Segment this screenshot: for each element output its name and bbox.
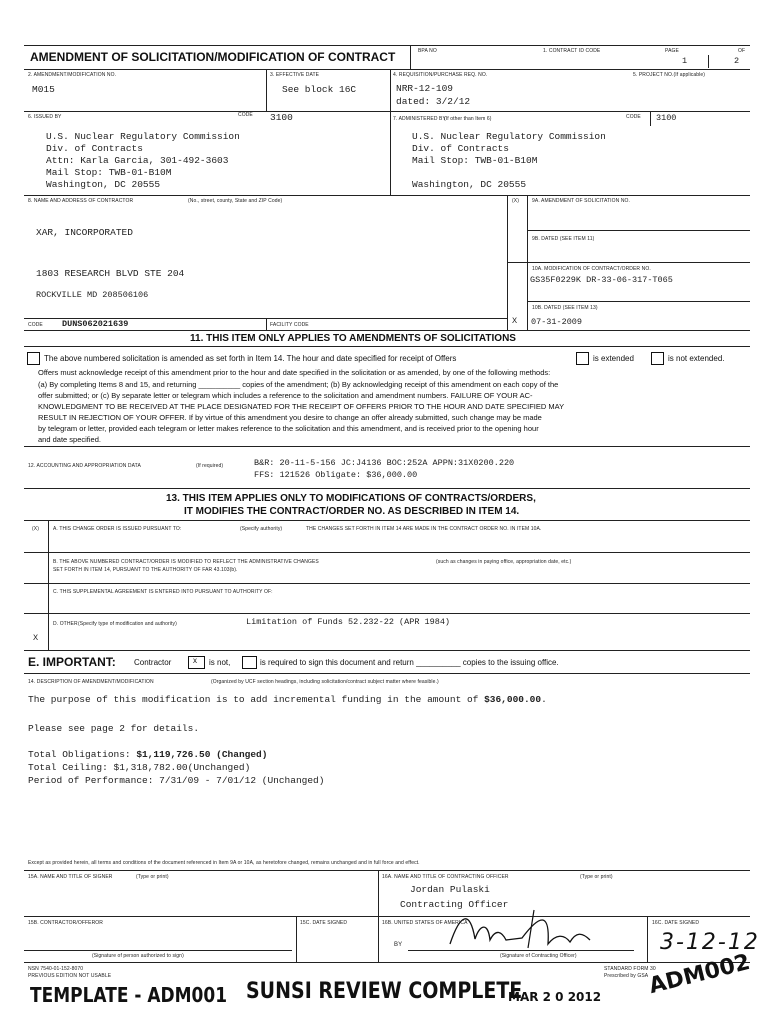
divider: [296, 916, 297, 962]
adm-stamp: ADM002: [646, 949, 753, 1000]
item11-checkbox[interactable]: [27, 352, 40, 365]
admin-line: U.S. Nuclear Regulatory Commission: [412, 131, 606, 142]
issuer-line: Mail Stop: TWB-01-B10M: [46, 167, 172, 178]
item13a-note: (Specify authority): [240, 526, 283, 532]
issuer-line: Attn: Karla Garcia, 301-492-3603: [46, 155, 229, 166]
rule: [527, 230, 750, 231]
important-label: E. IMPORTANT:: [28, 655, 116, 669]
prescribed-label: Prescribed by GSA: [604, 973, 649, 979]
item14-line3-value: $1,119,726.50 (Changed): [136, 749, 268, 760]
l15b-label: 15B. CONTRACTOR/OFFEROR: [28, 920, 103, 926]
item14-line3: [28, 749, 267, 760]
by-label: BY: [394, 942, 403, 948]
divider: [650, 111, 651, 126]
rule: [24, 330, 750, 331]
important-is-not: is not,: [209, 658, 231, 667]
rule: [527, 301, 750, 302]
rule: [24, 650, 750, 651]
is-extended-label: is extended: [593, 354, 634, 363]
contractor-label: 8. NAME AND ADDRESS OF CONTRACTOR: [28, 198, 134, 204]
item11-body: by telegram or letter, provided each telegram or letter makes reference to the solicitation and this amendment, and is received prior to the opening hour: [38, 424, 539, 433]
item11-body: (a) By completing Items 8 and 15, and returning __________ copies of the amendment; (b) By acknowledging receipt of this amendment on each copy of the: [38, 380, 559, 389]
divider: [266, 69, 267, 111]
sunsi-stamp: SUNSI REVIEW COMPLETE: [246, 978, 523, 1004]
item10-x: X: [512, 316, 518, 326]
divider: [48, 520, 49, 650]
item14-line4: Total Ceiling: $1,318,782.00(Unchanged): [28, 762, 251, 773]
is-not-mark: x: [193, 656, 197, 665]
item14-line2: Please see page 2 for details.: [28, 723, 200, 734]
date-signed-handwritten: 3-12-12: [660, 930, 760, 955]
header-divider: [410, 45, 411, 69]
l16a-label: 16A. NAME AND TITLE OF CONTRACTING OFFICER: [382, 874, 509, 880]
standard-form-label: STANDARD FORM 30: [604, 966, 656, 972]
issued-code-value: 3100: [270, 112, 293, 123]
rule: [24, 673, 750, 674]
item11-heading: 11. THIS ITEM ONLY APPLIES TO AMENDMENTS OF SOLICITATIONS: [190, 333, 516, 344]
item11-body: Offers must acknowledge receipt of this amendment prior to the hour and date specified in the solicitation or as amended, by one of the following methods:: [38, 368, 551, 377]
sig-co-label: (Signature of Contracting Officer): [500, 953, 577, 959]
date-stamp: MAR 2 0 2012: [508, 990, 602, 1004]
item11-line1: The above numbered solicitation is amended as set forth in Item 14. The hour and date specified for receipt of Offers: [44, 354, 457, 363]
is-extended-checkbox[interactable]: [576, 352, 589, 365]
item11-body: RESULT IN REJECTION OF YOUR OFFER. If by virtue of this amendment you desire to change an offer already submitted, such change may be made: [38, 413, 542, 422]
rule: [24, 69, 750, 70]
rule: [24, 552, 750, 553]
item13-heading1: 13. THIS ITEM APPLIES ONLY TO MODIFICATIONS OF CONTRACTS/ORDERS,: [166, 493, 536, 504]
item14-amount: $36,000.00: [484, 694, 542, 705]
issued-by-label: 6. ISSUED BY: [28, 114, 62, 120]
item13b-label2: SET FORTH IN ITEM 14, PURSUANT TO THE AUTHORITY OF FAR 43.103(b).: [53, 567, 238, 573]
page-label: PAGE: [665, 48, 679, 54]
rule: [24, 613, 750, 614]
administered-by-label: 7. ADMINISTERED BY: [393, 116, 446, 122]
item13a-rest: THE CHANGES SET FORTH IN ITEM 14 ARE MADE IN THE CONTRACT ORDER NO. IN ITEM 10A.: [306, 526, 542, 532]
item13d-value: Limitation of Funds 52.232-22 (APR 1984): [246, 617, 451, 627]
sig-person-label: (Signature of person authorized to sign): [92, 953, 184, 959]
is-not-extended-checkbox[interactable]: [651, 352, 664, 365]
is-not-checkbox[interactable]: [188, 656, 205, 669]
l16b-label: 16B. UNITED STATES OF AMERICA: [382, 920, 468, 926]
rule: [24, 446, 750, 447]
item10b-label: 10B. DATED (SEE ITEM 13): [532, 305, 598, 311]
l16c-label: 16C. DATE SIGNED: [652, 920, 700, 926]
important-contractor: Contractor: [134, 658, 172, 667]
co-name: Jordan Pulaski: [410, 884, 490, 895]
contractor-address2: ROCKVILLE MD 208506106: [36, 290, 149, 300]
is-required-checkbox[interactable]: [242, 656, 257, 669]
contract-id-label: 1. CONTRACT ID CODE: [543, 48, 601, 54]
item12-line2: FFS: 121526 Obligate: $36,000.00: [254, 470, 418, 480]
requisition-value: NRR-12-109: [396, 83, 454, 94]
form-title: AMENDMENT OF SOLICITATION/MODIFICATION OF CONTRACT: [30, 50, 396, 64]
l16a-note: (Type or print): [580, 874, 613, 880]
page-number: 1: [682, 56, 688, 66]
issued-code-label: CODE: [238, 112, 253, 118]
effective-date-label: 3. EFFECTIVE DATE: [270, 72, 320, 78]
divider: [390, 111, 391, 195]
page-total: 2: [734, 56, 740, 66]
co-title: Contracting Officer: [400, 899, 509, 910]
effective-date-value: See block 16C: [282, 84, 357, 95]
admin-code-value: 3100: [656, 113, 677, 123]
header-top-rule: [24, 45, 750, 46]
rule: [507, 262, 750, 263]
l15c-label: 15C. DATE SIGNED: [300, 920, 348, 926]
contractor-code-label: CODE: [28, 322, 43, 328]
of-label: OF: [738, 48, 746, 54]
contractor-name: XAR, INCORPORATED: [36, 227, 133, 238]
footer-rule: [24, 962, 750, 963]
contractor-code-value: DUNS062021639: [62, 319, 129, 329]
facility-code-label: FACILITY CODE: [270, 322, 309, 328]
item10a-value: GS35F0229K DR-33-06-317-T065: [530, 275, 673, 285]
contractor-note: (No., street, county, State and ZIP Code): [188, 198, 283, 204]
item14-note: (Organized by UCF section headings, including solicitation/contract subject matter where feasible.): [211, 679, 439, 685]
item9b-label: 9B. DATED (SEE ITEM 11): [532, 236, 595, 242]
divider: [647, 916, 648, 962]
item9a-label: 9A. AMENDMENT OF SOLICITATION NO.: [532, 198, 631, 204]
page-divider: [708, 55, 709, 68]
rule: [24, 488, 750, 489]
divider: [266, 318, 267, 330]
item11-body: KNOWLEDGMENT TO BE RECEIVED AT THE PLACE DESIGNATED FOR THE RECEIPT OF OFFERS PRIOR TO THE HOUR AND DATE SPECIFIED MAY: [38, 402, 565, 411]
project-label: 5. PROJECT NO.(If applicable): [633, 72, 705, 78]
rule: [24, 916, 750, 917]
rule: [24, 870, 750, 871]
item14-line1-end: .: [541, 694, 547, 705]
item13-heading2: IT MODIFIES THE CONTRACT/ORDER NO. AS DESCRIBED IN ITEM 14.: [184, 506, 520, 517]
except-text: Except as provided herein, all terms and conditions of the document referenced in Item 9A or 10A, as heretofore changed, remains unchanged and in full force and effect.: [28, 860, 420, 866]
issuer-line: U.S. Nuclear Regulatory Commission: [46, 131, 240, 142]
item13-x-label: (X): [32, 526, 39, 532]
item14-label: 14. DESCRIPTION OF AMENDMENT/MODIFICATION: [28, 679, 154, 685]
item13d-label: D. OTHER: [53, 621, 78, 627]
admin-line: Div. of Contracts: [412, 143, 509, 154]
rule: [24, 195, 750, 196]
item12-note: (If required): [196, 463, 224, 469]
contractor-address1: 1803 RESEARCH BLVD STE 204: [36, 268, 185, 279]
item13c-label: C. THIS SUPPLEMENTAL AGREEMENT IS ENTERED INTO PURSUANT TO AUTHORITY OF:: [53, 589, 273, 595]
item13a-label: A. THIS CHANGE ORDER IS ISSUED PURSUANT TO:: [53, 526, 182, 532]
nsn-label: NSN 7540-01-152-8070: [28, 966, 84, 972]
item13b-note: (such as changes in paying office, appropriation date, etc.): [436, 559, 572, 565]
item12-line1: B&R: 20-11-5-156 JC:J4136 BOC:252A APPN:31X0200.220: [254, 458, 515, 468]
item11-body: and date specified.: [38, 435, 101, 444]
contracting-officer-signature: [430, 904, 610, 954]
item14-line5: Period of Performance: 7/31/09 - 7/01/12 (Unchanged): [28, 775, 325, 786]
item12-label: 12. ACCOUNTING AND APPROPRIATION DATA: [28, 463, 141, 469]
item10b-value: 07-31-2009: [531, 317, 583, 327]
amend-value: M015: [32, 84, 55, 95]
bpa-label: BPA NO: [418, 48, 437, 54]
rule: [24, 583, 750, 584]
issuer-line: Washington, DC 20555: [46, 179, 161, 190]
rule: [24, 346, 750, 347]
x-column-label: (X): [512, 198, 519, 204]
administered-note: (If other than Item 6): [444, 116, 492, 122]
admin-code-label: CODE: [626, 114, 641, 120]
rule: [24, 111, 750, 112]
previous-edition-label: PREVIOUS EDITION NOT USABLE: [28, 973, 112, 979]
item10a-label: 10A. MODIFICATION OF CONTRACT/ORDER NO.: [532, 266, 651, 272]
signature-line: [24, 950, 292, 951]
l15a-label: 15A. NAME AND TITLE OF SIGNER: [28, 874, 113, 880]
item13d-note: (Specify type of modification and authority): [78, 621, 177, 627]
amend-label: 2. AMENDMENT/MODIFICATION NO.: [28, 72, 117, 78]
requisition-label: 4. REQUISITION/PURCHASE REQ. NO.: [393, 72, 488, 78]
important-rest: is required to sign this document and return __________ copies to the issuing office.: [260, 658, 559, 667]
admin-line: Mail Stop: TWB-01-B10M: [412, 155, 538, 166]
issuer-line: Div. of Contracts: [46, 143, 143, 154]
item13b-label: B. THE ABOVE NUMBERED CONTRACT/ORDER IS MODIFIED TO REFLECT THE ADMINISTRATIVE CHANGES: [53, 559, 319, 565]
item14-line3-label: Total Obligations:: [28, 749, 137, 760]
is-not-extended-label: is not extended.: [668, 354, 725, 363]
admin-line: Washington, DC 20555: [412, 179, 527, 190]
template-stamp: TEMPLATE - ADM001: [30, 984, 228, 1008]
requisition-dated: dated: 3/2/12: [396, 96, 471, 107]
item14-line1: [28, 694, 547, 705]
item13d-x: X: [33, 633, 39, 643]
l15a-note: (Type or print): [136, 874, 169, 880]
item11-body: offer submitted; or (c) By separate letter or telegram which includes a reference to the solicitation and amendment numbers. FAILURE OF YOUR AC-: [38, 391, 533, 400]
rule: [24, 520, 750, 521]
item14-line1-text: The purpose of this modification is to add incremental funding in the amount of: [28, 694, 485, 705]
divider: [390, 69, 391, 111]
